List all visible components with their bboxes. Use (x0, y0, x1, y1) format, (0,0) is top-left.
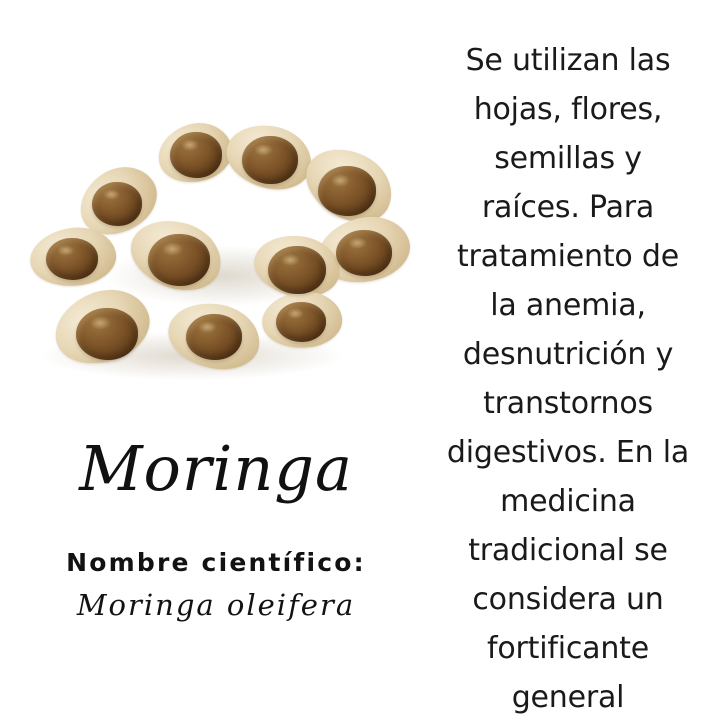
scientific-name-value: Moringa oleifera (76, 588, 356, 622)
seed-kernel (148, 234, 210, 286)
plant-common-name: Moringa (79, 432, 353, 505)
seed-kernel (268, 246, 326, 294)
plant-description: Se utilizan las hojas, flores, semillas y raíces. Para tratamiento de la anemia, desnutrición y transtornos digestivos. En la medicina tradicional se considera un fortificante general (446, 43, 690, 715)
seed-kernel (186, 314, 242, 360)
seed-kernel (336, 230, 392, 276)
seed-kernel (318, 166, 376, 216)
seed-kernel (276, 302, 326, 342)
seed-kernel (46, 238, 98, 280)
seed-kernel (92, 182, 142, 226)
seed-kernel (170, 132, 222, 178)
scientific-name-label: Nombre científico: (66, 548, 366, 577)
seed-kernel (76, 308, 138, 360)
moringa-seeds-photo (18, 96, 416, 416)
seed-kernel (242, 136, 298, 184)
